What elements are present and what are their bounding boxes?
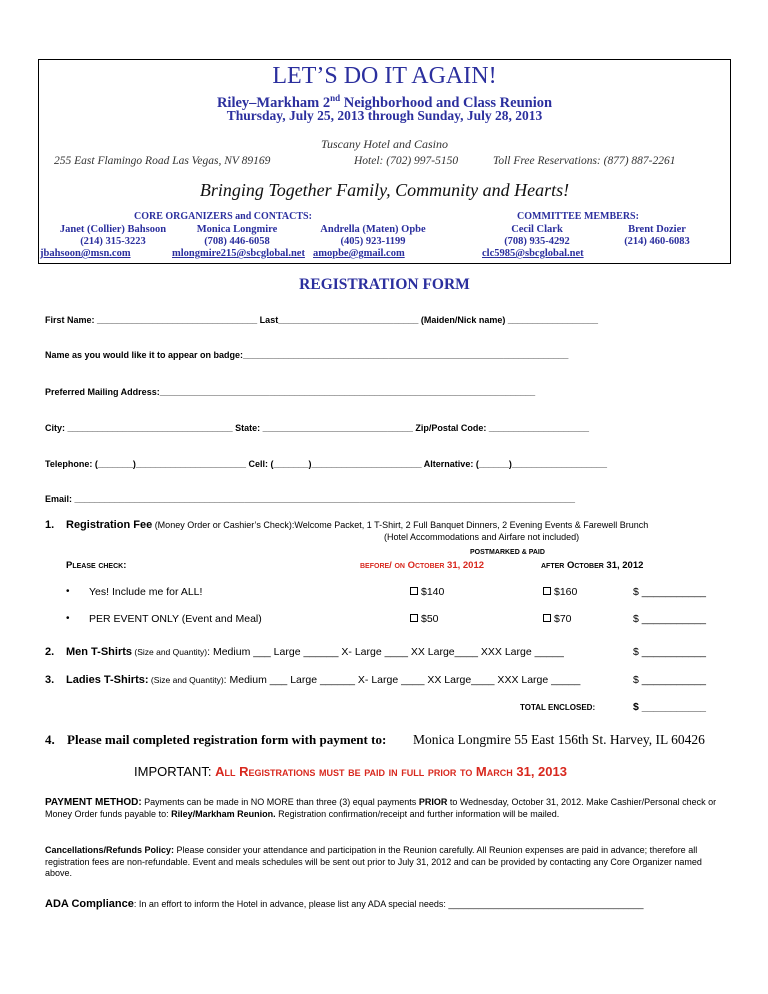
item4-number: 4. [45, 732, 55, 747]
city-state-zip-line[interactable]: City: _________________________________ State: ______________________________ Zip/Postal Code: ____________________ [45, 423, 589, 433]
checkbox-icon[interactable] [543, 587, 551, 595]
payment-method-label: PAYMENT METHOD: [45, 797, 142, 808]
email-line[interactable]: Email: ____________________________________________________________________________________________________ [45, 494, 576, 504]
payment-text-1: Payments can be made in NO MORE than three (3) equal payments [141, 797, 419, 807]
contact-phone: (214) 460-6083 [624, 236, 690, 247]
contact-phone: (405) 923-1199 [340, 236, 406, 247]
contact-name: Janet (Collier) Bahsoon [59, 224, 167, 235]
total-enclosed-label: TOTAL ENCLOSED: [520, 703, 596, 712]
payment-text-2: to Wednesday, October 31, 2012. Make Cashier/Personal check or Money Order funds payable to: [45, 797, 717, 819]
telephone-line[interactable]: Telephone: (_______)______________________ Cell: (_______)______________________ Alternative: (______)___________________ [45, 459, 607, 469]
payment-method-paragraph [45, 797, 725, 820]
registration-fee-paren: (Money Order or Cashier’s Check) [152, 520, 292, 530]
bullet-icon: • [66, 613, 70, 624]
item2-number: 2. [45, 646, 55, 658]
registration-fee-line [66, 519, 648, 531]
men-tshirts-sizes[interactable]: : Medium ___ Large ______ X- Large ____ XX Large____ XXX Large _____ [207, 646, 564, 658]
important-label: IMPORTANT: [134, 764, 212, 779]
after-date-heading: after October 31, 2012 [541, 560, 644, 571]
ladies-tshirts-paren: (Size and Quantity) [148, 675, 224, 685]
contact-card [582, 224, 732, 248]
fee-late-checkbox[interactable] [543, 613, 572, 625]
cancellation-paragraph [45, 845, 725, 880]
contact-card [162, 224, 312, 260]
fee-total-blank[interactable]: $ ___________ [633, 613, 706, 625]
contact-email[interactable]: mlongmire215@sbcglobal.net [172, 248, 305, 259]
men-tshirts-total[interactable]: $ ___________ [633, 646, 706, 658]
registration-fee-desc: :Welcome Packet, 1 T-Shirt, 2 Full Banquet Dinners, 2 Evening Events & Farewell Brunch [291, 520, 649, 530]
cancellation-text: Please consider your attendance and participation in the Reunion carefully. All Reunion expenses are paid in advance; therefore all registration fees are non-refundable. Event and meals schedules will be sent out prior to July 31, 2012 and can be provided by contacting any Core Organizer named above. [45, 845, 702, 878]
ada-text[interactable]: : In an effort to inform the Hotel in advance, please list any ADA special needs: _______________________________________ [133, 899, 644, 909]
item1-number: 1. [45, 519, 55, 531]
contact-phone: (708) 935-4292 [504, 236, 570, 247]
hotel-reservations: Toll Free Reservations: (877) 887-2261 [493, 155, 676, 167]
contact-name: Andrella (Maten) Opbe [320, 224, 426, 235]
men-tshirts-paren: (Size and Quantity) [132, 647, 208, 657]
please-check-label: Please check: [66, 560, 127, 571]
form-title: REGISTRATION FORM [299, 276, 470, 293]
total-enclosed-blank[interactable]: $ ___________ [633, 701, 706, 713]
contact-name: Brent Dozier [628, 224, 686, 235]
payment-prior: PRIOR [418, 797, 448, 807]
fee-early-checkbox[interactable] [410, 586, 444, 598]
contact-phone: (708) 446-6058 [204, 236, 270, 247]
contact-email[interactable]: clc5985@sbcglobal.net [482, 248, 584, 259]
mail-instructions: Please mail completed registration form with payment to: [67, 732, 387, 747]
fee-option-label: Yes! Include me for ALL! [89, 586, 203, 598]
fee-late-price: $70 [554, 613, 572, 625]
name-fields-line[interactable]: First Name: ________________________________ Last____________________________ (Maiden/Nick name) __________________ [45, 315, 598, 325]
before-date-heading: before/ on October 31, 2012 [360, 560, 485, 571]
men-tshirts-label: Men T-Shirts [66, 646, 133, 658]
fee-late-checkbox[interactable] [543, 586, 577, 598]
hotel-phone: Hotel: (702) 997-5150 [354, 155, 459, 167]
cancellation-label: Cancellations/Refunds Policy: [45, 845, 175, 855]
contact-card [298, 224, 448, 260]
fee-option-label: PER EVENT ONLY (Event and Meal) [89, 613, 262, 625]
subtitle-pre: Riley–Markham 2 [216, 94, 331, 111]
event-title: LET’S DO IT AGAIN! [272, 63, 497, 89]
checkbox-icon[interactable] [410, 614, 418, 622]
fee-total-blank[interactable]: $ ___________ [633, 586, 706, 598]
contact-email[interactable]: amopbe@gmail.com [313, 248, 405, 259]
ladies-tshirts-sizes[interactable]: : Medium ___ Large ______ X- Large ____ XX Large____ XXX Large _____ [223, 674, 581, 686]
fee-early-price: $50 [421, 613, 439, 625]
important-line [134, 764, 567, 779]
ladies-tshirts-total[interactable]: $ ___________ [633, 674, 706, 686]
subtitle-post: Neighborhood and Class Reunion [340, 94, 553, 111]
item3-number: 3. [45, 674, 55, 686]
postmarked-heading: POSTMARKED & PAID [470, 549, 545, 556]
ladies-tshirts-label: Ladies T-Shirts: [66, 674, 149, 686]
badge-name-line[interactable]: Name as you would like it to appear on badge:_________________________________________________________________ [45, 350, 569, 360]
payment-payee: Riley/Markham Reunion. [171, 808, 276, 819]
tagline: Bringing Together Family, Community and Hearts! [199, 180, 570, 200]
hotel-name: Tuscany Hotel and Casino [320, 137, 448, 151]
checkbox-icon[interactable] [543, 614, 551, 622]
hotel-address: 255 East Flamingo Road Las Vegas, NV 89169 [54, 155, 271, 167]
ada-label: ADA Compliance [45, 898, 134, 910]
committee-members-heading: COMMITTEE MEMBERS: [517, 211, 639, 222]
fee-early-checkbox[interactable] [410, 613, 439, 625]
contact-email[interactable]: jbahsoon@msn.com [40, 248, 131, 259]
subtitle-sup: nd [330, 93, 341, 103]
bullet-icon: • [66, 586, 70, 597]
registration-fee-note: (Hotel Accommodations and Airfare not included) [384, 532, 580, 542]
payment-text-3: Registration confirmation/receipt and further information will be mailed. [275, 808, 560, 819]
registration-fee-label: Registration Fee [66, 519, 153, 531]
contact-name: Cecil Clark [511, 224, 563, 235]
mail-address: Monica Longmire 55 East 156th St. Harvey, IL 60426 [413, 732, 705, 747]
contact-name: Monica Longmire [196, 224, 278, 235]
ladies-tshirts-line[interactable] [66, 674, 580, 686]
contact-phone: (214) 315-3223 [80, 236, 146, 247]
men-tshirts-line[interactable] [66, 646, 564, 658]
important-text: All Registrations must be paid in full prior to March 31, 2013 [215, 764, 567, 779]
core-organizers-heading: CORE ORGANIZERS and CONTACTS: [134, 211, 312, 222]
event-dates: Thursday, July 25, 2013 through Sunday, July 28, 2013 [226, 108, 543, 123]
fee-late-price: $160 [554, 586, 578, 598]
mailing-address-line[interactable]: Preferred Mailing Address:___________________________________________________________________________ [45, 387, 536, 397]
ada-line[interactable] [45, 898, 644, 910]
fee-early-price: $140 [421, 586, 445, 598]
checkbox-icon[interactable] [410, 587, 418, 595]
